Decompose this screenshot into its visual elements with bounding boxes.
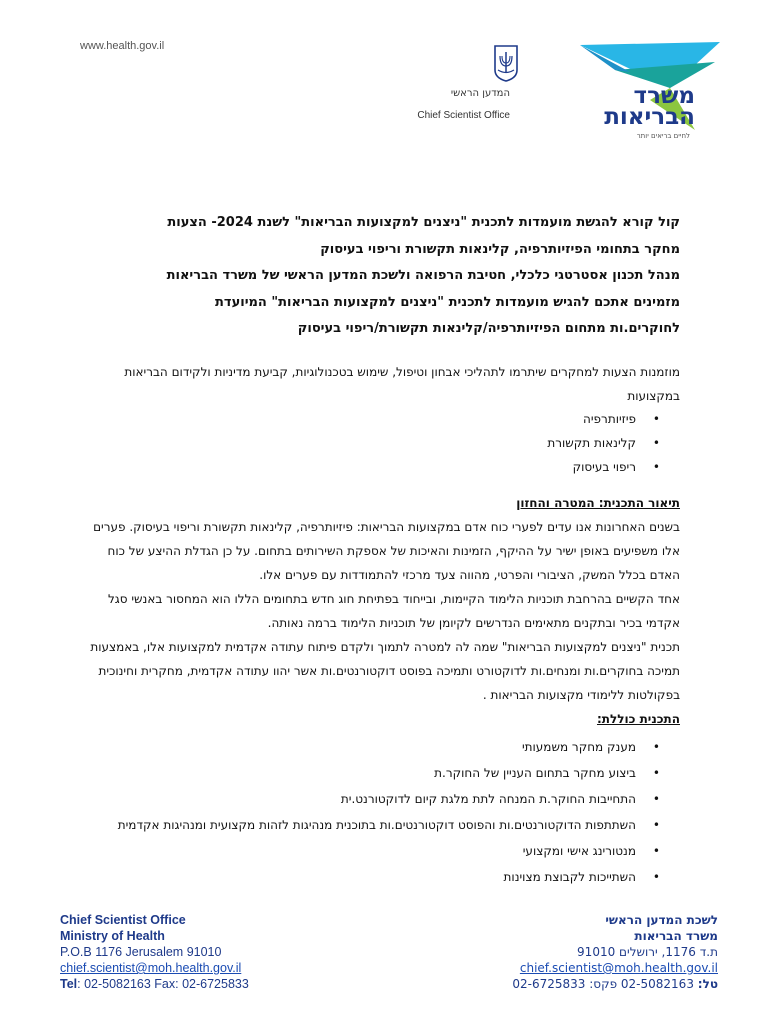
department-name-english: Chief Scientist Office	[417, 110, 510, 121]
list-item: • ביצוע מחקר בתחום העניין של החוקר.ת	[90, 761, 680, 785]
paragraph: בשנים האחרונות אנו עדים לפערי כוח אדם במקצועות הבריאות: פיזיותרפיה, קלינאות תקשורת וריפוי בעיסוק. פערים אלו משפיעים באופן ישיר על ההיקף, הזמינות והאיכות של אספקת השירותים בתחום. על כן הגדלת ההיצע של כוח האדם בכלל המשק, הציבורי והפרטי, מהווה צעד מרכזי להתמודדות עם פערים אלו.	[93, 520, 680, 582]
program-description-section	[90, 491, 680, 731]
list-item: • קלינאות תקשורת	[90, 431, 680, 455]
state-emblem-icon	[492, 44, 520, 82]
paragraph: תכנית "ניצנים למקצועות הבריאות" שמה לה למטרה לתמוך ולקדם פיתוח עתודה אקדמית למקצועות אלו, באמצעות תמיכה בחוקרים.ות ומנחים.ות לדוקטורט ותמיכה בפוסט דוקטורנטים.ות אשר יהוו עתודה אקדמית, מחקרית וחינוכית בפקולטות ללימודי מקצועות הבריאות .	[90, 640, 680, 702]
logo-tagline: לחיים בריאים יותר	[636, 132, 690, 140]
website-url: www.health.gov.il	[80, 40, 165, 52]
phone-line: Tel: 02-5082163 Fax: 02-6725833	[60, 977, 249, 991]
list-item: • מנטורינג אישי ומקצועי	[90, 839, 680, 863]
paragraph: אחד הקשיים בהרחבת תוכניות הלימוד הקיימות, ובייחוד בפתיחת חוג חדש בתחומים הללו הוא המחסור באנשי סגל אקדמי בכיר ובתקנים מתאימים הנדרשים לקיומן של תוכניות הלימוד ברמה נאותה.	[107, 592, 680, 630]
title-line: לחוקרים.ות מתחום הפיזיותרפיה/קלינאות תקשורת/ריפוי בעיסוק	[297, 321, 680, 336]
document-title	[90, 210, 680, 343]
postal-address: ת.ד 1176, ירושלים 91010	[577, 945, 718, 959]
ministry-of-health-logo	[520, 40, 720, 140]
email-link[interactable]: chief.scientist@moh.health.gov.il	[519, 961, 718, 975]
footer-contact-english	[60, 912, 320, 992]
list-item: • ריפוי בעיסוק	[90, 455, 680, 479]
list-item: • פיזיותרפיה	[90, 407, 680, 431]
program-includes-list	[90, 735, 680, 891]
department-name-hebrew: המדען הראשי	[450, 88, 510, 99]
office-name: Chief Scientist Office	[60, 913, 186, 927]
footer-contact-hebrew	[458, 912, 718, 992]
postal-address: P.O.B 1176 Jerusalem 91010	[60, 945, 222, 959]
logo-wordmark: משרד הבריאות	[604, 83, 695, 130]
list-item: • השתתפות הדוקטורנטים.ות והפוסט דוקטורנטים.ות בתוכנית מנהיגות לזהות מקצועית ומנהיגות אקדמית	[90, 813, 680, 837]
list-item: • מענק מחקר משמעותי	[90, 735, 680, 759]
title-line: קול קורא להגשת מועמדות לתכנית "ניצנים למקצועות הבריאות" לשנת 2024- הצעות	[167, 215, 680, 230]
title-line: מחקר בתחומי הפיזיותרפיה, קלינאות תקשורת וריפוי בעיסוק	[320, 241, 680, 257]
department-label	[378, 88, 510, 128]
ministry-name: משרד הבריאות	[634, 929, 718, 943]
title-line: מזמינים אתכם להגיש מועמדות לתכנית "ניצנים למקצועות הבריאות" המיועדת	[215, 294, 680, 310]
list-item: • השתייכות לקבוצת מצוינות	[90, 865, 680, 889]
office-name: לשכת המדען הראשי	[605, 913, 718, 927]
ministry-name: Ministry of Health	[60, 929, 165, 943]
section-heading: התכנית כוללת:	[596, 712, 680, 726]
intro-paragraph: מוזמנות הצעות למחקרים שיתרמו לתהליכי אבחון וטיפול, שימוש בטכנולוגיות, קביעת מדיניות ולקידום הבריאות במקצועות	[124, 365, 680, 403]
email-link[interactable]: chief.scientist@moh.health.gov.il	[60, 961, 242, 975]
phone-line: טל: 02-5082163 פקס: 02-6725833	[512, 977, 718, 991]
list-item: • התחייבות החוקר.ת המנחה לתת מלגת קיום לדוקטורנט.ית	[90, 787, 680, 811]
fields-list	[90, 407, 680, 479]
section-heading: תיאור התכנית: המטרה והחזון	[516, 496, 680, 510]
title-line: מנהל תכנון אסטרטגי כלכלי, חטיבת הרפואה ולשכת המדען הראשי של משרד הבריאות	[166, 268, 680, 283]
